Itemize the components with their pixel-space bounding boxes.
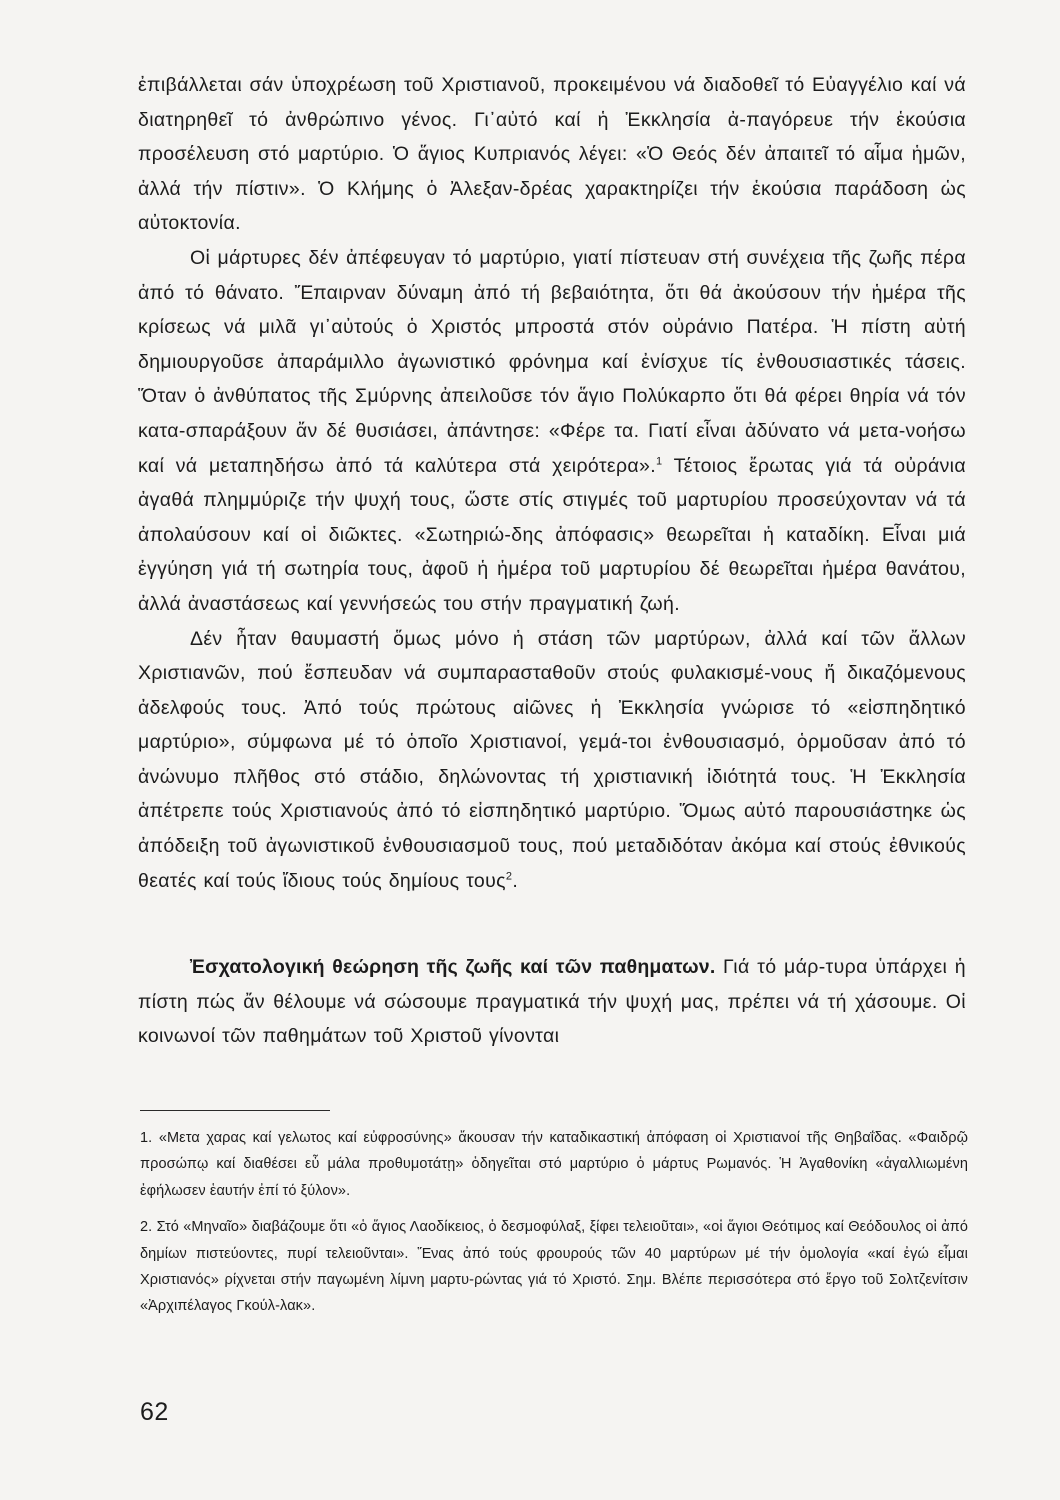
paragraph-1: ἐπιβάλλεται σάν ὑποχρέωση τοῦ Χριστιανοῦ, προκειμένου νά διαδοθεῖ τό Εὐαγγέλιο καί νά διατηρηθεῖ τό ἀνθρώπινο γένος. Γι᾽αὐτό καί ἡ Ἐκκλησία ἀ-παγόρευε τήν ἑκούσια προσέλευση στό μαρτύριο. Ὁ ἅγιος Κυπριανός λέγει: «Ὁ Θεός δέν ἀπαιτεῖ τό αἷμα ἡμῶν, ἀλλά τήν πίστιν». Ὁ Κλήμης ὁ Ἀλεξαν-δρέας χαρακτηρίζει τήν ἑκούσια παράδοση ὡς αὐτοκτονία. [138, 74, 966, 235]
paragraph-2-text-b: Τέτοιος ἔρωτας γιά τά οὐράνια ἀγαθά πλημμύριζε τήν ψυχή τους, ὥστε στίς στιγμές τοῦ μαρτυρίου προσεύχονταν νά τά ἀπολαύσουν καί οἱ διῶκτες. «Σωτηριώ-δης ἀπόφασις» θεωρεῖται ἡ καταδίκη. Εἶναι μιά ἐγγύηση γιά τή σωτηρία τους, ἀφοῦ ἡ ἡμέρα τοῦ μαρτυρίου δέ θεωρεῖται ἡμέρα θανάτου, ἀλλά ἀναστάσεως καί γεννήσεώς του στήν πραγματική ζωή. [138, 454, 966, 615]
footnote-2: 2. Στό «Μηναῖο» διαβάζουμε ὅτι «ὁ ἅγιος Λαοδίκειος, ὁ δεσμοφύλαξ, ξίφει τελειοῦται», «οἱ ἅγιοι Θεότιμος καί Θεόδουλος οἱ ἀπό δημίων πιστεύοντες, πυρί τελειοῦνται». Ἕνας ἀπό τούς φρουρούς τῶν 40 μαρτύρων μέ τήν ὁμολογία «καί ἐγώ εἶμαι Χριστιανός» ρίχνεται στήν παγωμένη λίμνη μαρτυ-ρώντας γιά τό Χριστό. Σημ. Βλέπε περισσότερα στό ἔργο τοῦ Σολτζενίτσιν «Ἀρχιπέλαγος Γκούλ-λακ». [140, 1219, 968, 1315]
footnote-1: 1. «Μετα χαρας καί γελωτος καί εὐφροσύνης» ἄκουσαν τήν καταδικαστική ἀπόφαση οἱ Χριστιανοί τῆς Θηβαΐδας. «Φαιδρῷ προσώπῳ καί διαθέσει εὖ μάλα προθυμοτάτῃ» ὁδηγεῖται στό μαρτύριο ὁ μάρτυς Ρωμανός. Ἡ Ἀγαθονίκη «ἀγαλλιωμένη ἐφήλωσεν ἑαυτήν ἐπί τό ξύλον». [140, 1130, 968, 1199]
paragraph-3-end: . [512, 869, 519, 892]
section-paragraph [138, 950, 966, 1054]
footnote-divider [140, 1110, 330, 1111]
main-text [138, 68, 966, 1054]
paragraph-2 [138, 241, 966, 622]
footnote-ref-2[interactable]: 2 [505, 870, 513, 883]
section-heading: Ἐσχατολογική θεώρηση τῆς ζωῆς καί τῶν παθηματων. [190, 956, 716, 979]
footnotes [140, 1125, 968, 1330]
paragraph-3 [138, 622, 966, 899]
section-text: Γιά τό μάρ-τυρα ὑπάρχει ἡ πίστη πώς ἄν θέλουμε νά σώσουμε πραγματικά τήν ψυχή μας, πρέπει νά τή χάσουμε. Οἱ κοινωνοί τῶν παθημάτων τοῦ Χριστοῦ γίνονται [138, 956, 967, 1048]
page-number: 62 [140, 1398, 169, 1426]
paragraph-2-text-a: Οἱ μάρτυρες δέν ἀπέφευγαν τό μαρτύριο, γιατί πίστευαν στή συνέχεια τῆς ζωῆς πέρα ἀπό τό θάνατο. Ἔπαιρναν δύναμη ἀπό τή βεβαιότητα, ὅτι θά ἀκούσουν τήν ἡμέρα τῆς κρίσεως νά μιλᾶ γι᾽αὐτούς ὁ Χριστός μπροστά στόν οὐράνιο Πατέρα. Ἡ πίστη αὐτή δημιουργοῦσε ἀπαράμιλλο ἀγωνιστικό φρόνημα καί ἐνίσχυε τίς ἐνθουσιαστικές τάσεις. Ὅταν ὁ ἀνθύπατος τῆς Σμύρνης ἀπειλοῦσε τόν ἅγιο Πολύκαρπο ὅτι θά φέρει θηρία νά τόν κατα-σπαράξουν ἄν δέ θυσιάσει, ἀπάντησε: «Φέρε τα. Γιατί εἶναι ἀδύνατο νά μετα-νοήσω καί νά μεταπηδήσω ἀπό τά καλύτερα στά χειρότερα». [138, 246, 966, 477]
paragraph-3-text: Δέν ἦταν θαυμαστή ὅμως μόνο ἡ στάση τῶν μαρτύρων, ἀλλά καί τῶν ἄλλων Χριστιανῶν, πού ἔσπευδαν νά συμπαρασταθοῦν στούς φυλακισμέ-νους ἤ δικαζόμενους ἀδελφούς τους. Ἀπό τούς πρώτους αἰῶνες ἡ Ἐκκλησία γνώρισε τό «εἰσπηδητικό μαρτύριο», σύμφωνα μέ τό ὁποῖο Χριστιανοί, γεμά-τοι ἐνθουσιασμό, ὁρμοῦσαν ἀπό τό ἀνώνυμο πλῆθος στό στάδιο, δηλώνοντας τή χριστιανική ἰδιότητά τους. Ἡ Ἐκκλησία ἀπέτρεπε τούς Χριστιανούς ἀπό τό εἰσπηδητικό μαρτύριο. Ὅμως αὐτό παρουσιάστηκε ὡς ἀπόδειξη τοῦ ἀγωνιστικοῦ ἐνθουσιασμοῦ τους, πού μεταδιδόταν ἀκόμα καί στούς ἐθνικούς θεατές καί τούς ἴδιους τούς δημίους τους [138, 627, 966, 892]
footnote-ref-1[interactable]: 1 [655, 455, 663, 468]
